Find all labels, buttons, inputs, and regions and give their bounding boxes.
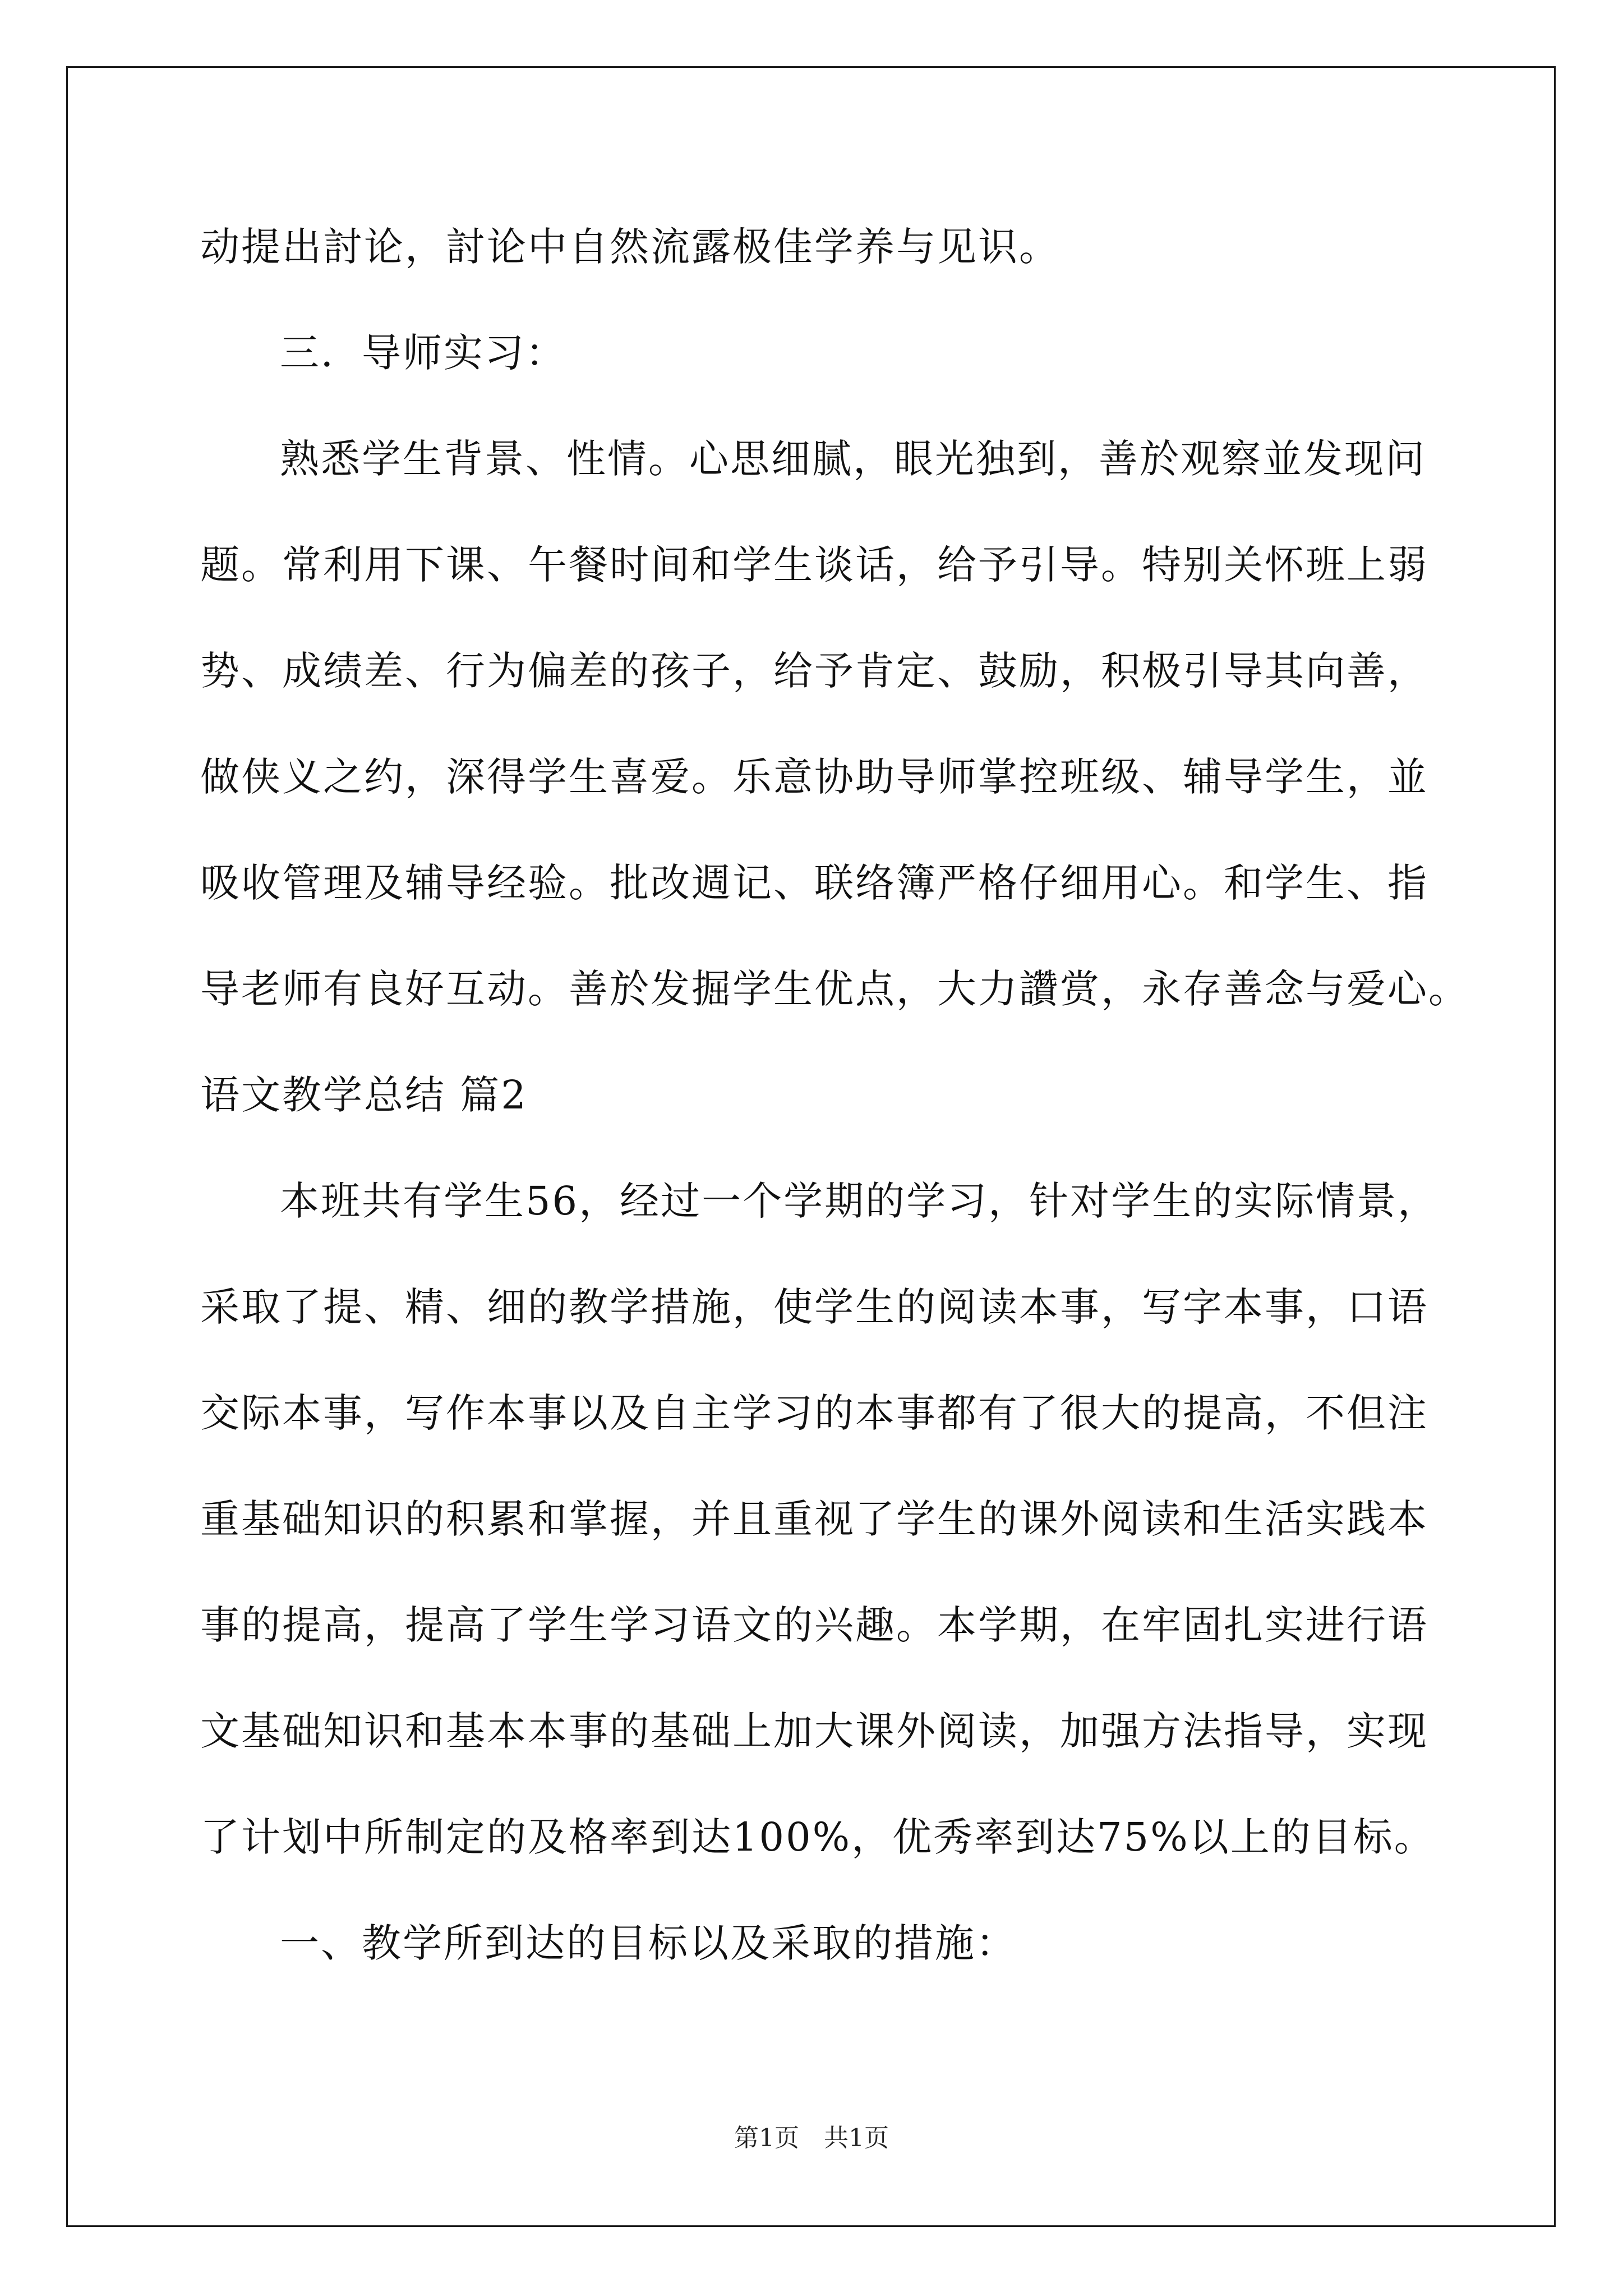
paragraph-line: 文基础知识和基本本事的基础上加大课外阅读，加强方法指导，实现: [200, 1708, 1428, 1754]
paragraph-line: 题。常利用下课、午餐时间和学生谈话，给予引导。特别关怀班上弱: [200, 542, 1428, 588]
paragraph-line: 导老师有良好互动。善於发掘学生优点，大力讚赏，永存善念与爱心。: [200, 966, 1469, 1012]
paragraph-line: 吸收管理及辅导经验。批改週记、联络簿严格仔细用心。和学生、指: [200, 860, 1428, 906]
page-footer: 第1页 共1页: [734, 2124, 889, 2152]
section-heading: 三．导师实习：: [280, 330, 566, 376]
page-border: [66, 66, 1556, 2227]
paragraph-line: 做侠义之约，深得学生喜爱。乐意协助导师掌控班级、辅导学生，並: [200, 754, 1428, 800]
document-title: 语文教学总结 篇2: [200, 1072, 528, 1118]
paragraph-line: 动提出討论，討论中自然流露极佳学养与见识。: [200, 224, 1060, 270]
paragraph-line: 采取了提、精、细的教学措施，使学生的阅读本事，写字本事，口语: [200, 1284, 1428, 1330]
paragraph-line: 势、成绩差、行为偏差的孩子，给予肯定、鼓励，积极引导其向善，: [200, 648, 1428, 694]
paragraph-line: 本班共有学生56，经过一个学期的学习，针对学生的实际情景，: [280, 1178, 1439, 1224]
paragraph-line: 交际本事，写作本事以及自主学习的本事都有了很大的提高，不但注: [200, 1390, 1428, 1436]
paragraph-line: 事的提高，提高了学生学习语文的兴趣。本学期，在牢固扎实进行语: [200, 1602, 1428, 1648]
paragraph-line: 熟悉学生背景、性情。心思细腻，眼光独到，善於观察並发现问: [280, 436, 1426, 482]
paragraph-line: 重基础知识的积累和掌握，并且重视了学生的课外阅读和生活实践本: [200, 1496, 1428, 1542]
paragraph-line: 了计划中所制定的及格率到达100%，优秀率到达75%以上的目标。: [200, 1814, 1435, 1860]
section-heading: 一、教学所到达的目标以及采取的措施：: [280, 1920, 1017, 1966]
